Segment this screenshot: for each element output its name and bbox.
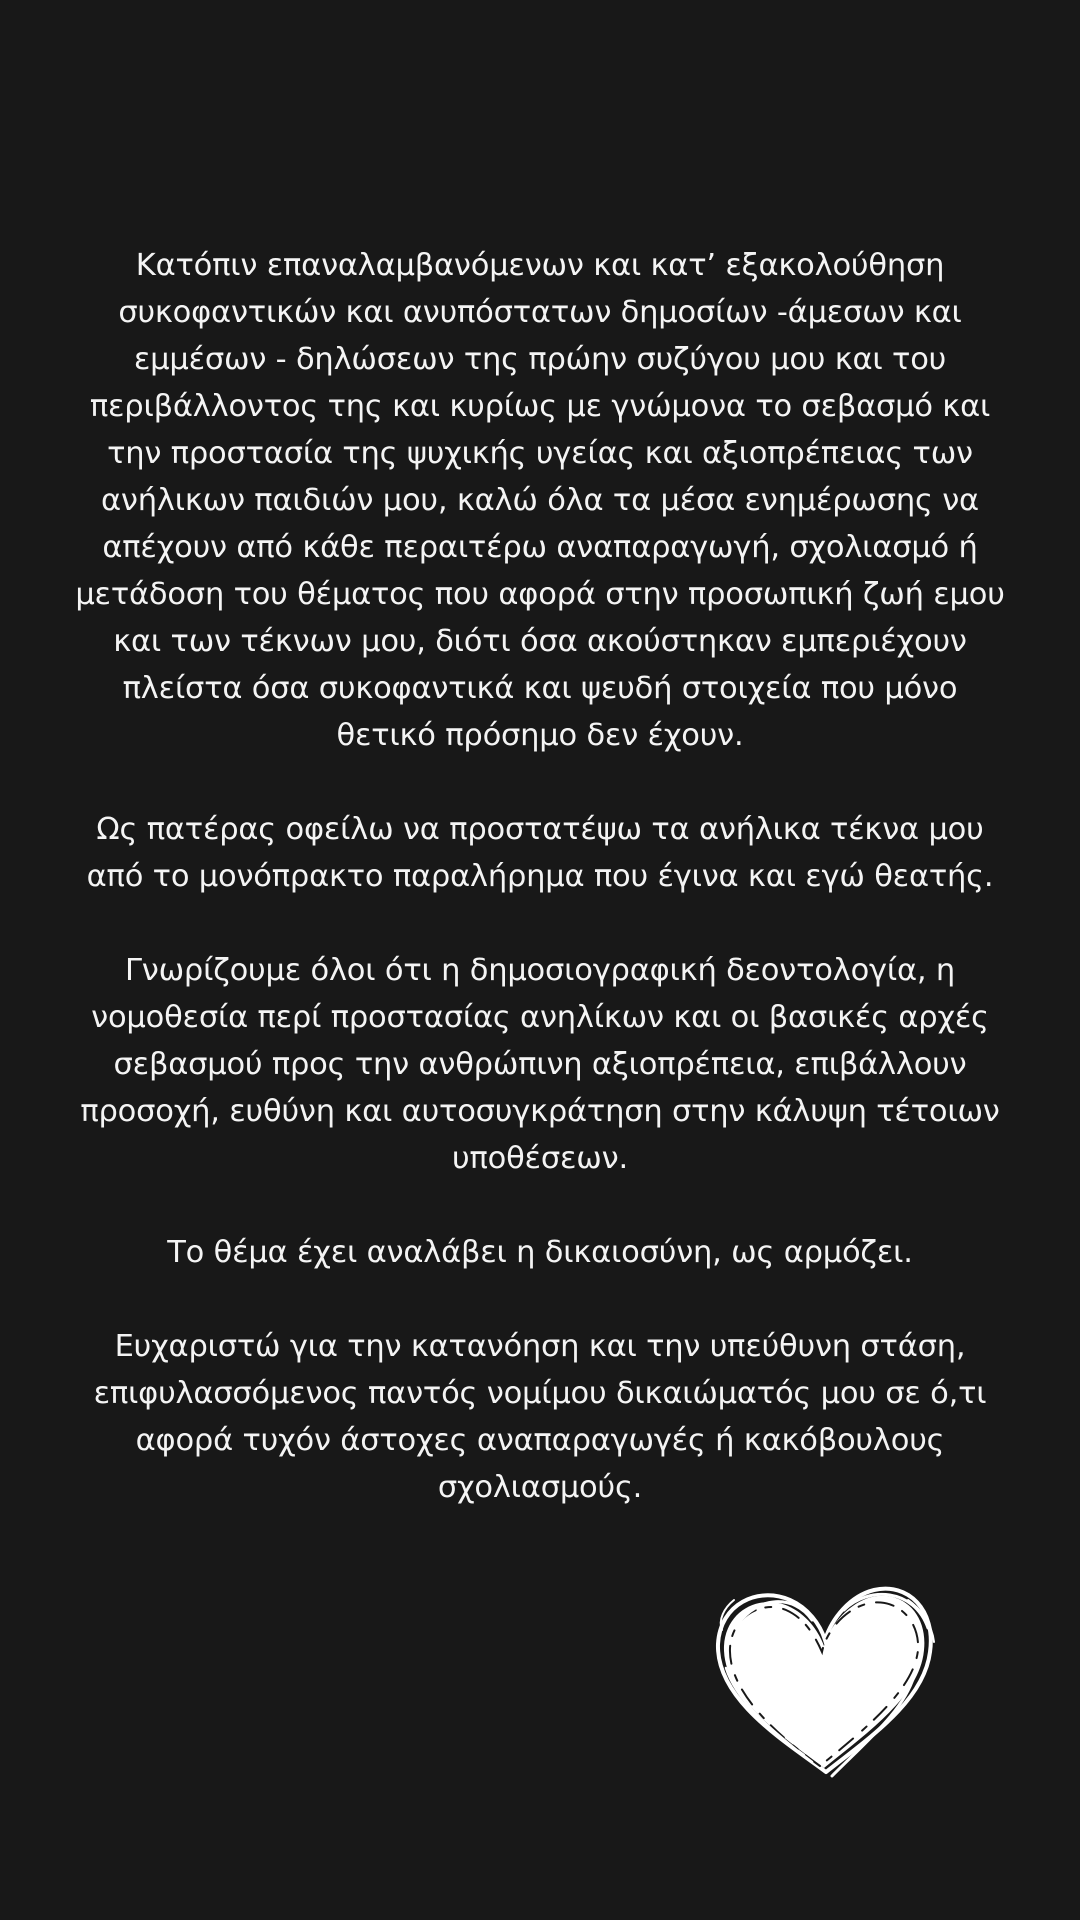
statement-line: νομοθεσία περί προστασίας ανηλίκων και οι βασικές αρχές bbox=[91, 1000, 989, 1035]
statement-paragraph bbox=[14, 1229, 1066, 1276]
statement-paragraph bbox=[14, 1323, 1066, 1511]
statement-line: Ευχαριστώ για την κατανόηση και την υπεύθυνη στάση, bbox=[114, 1329, 966, 1364]
statement-paragraph bbox=[14, 242, 1066, 759]
statement-paragraph bbox=[14, 806, 1066, 900]
statement-line: πλείστα όσα συκοφαντικά και ψευδή στοιχεία που μόνο bbox=[122, 671, 958, 706]
statement-line: Γνωρίζουμε όλοι ότι η δημοσιογραφική δεοντολογία, η bbox=[124, 953, 956, 988]
statement-line: Το θέμα έχει αναλάβει η δικαιοσύνη, ως αρμόζει. bbox=[167, 1235, 913, 1270]
statement-line: εμμέσων - δηλώσεων της πρώην συζύγου μου και του bbox=[133, 342, 947, 377]
statement-line: απέχουν από κάθε περαιτέρω αναπαραγωγή, σχολιασμό ή bbox=[102, 530, 978, 565]
statement-line: συκοφαντικών και ανυπόστατων δημοσίων -άμεσων και bbox=[118, 295, 962, 330]
statement-line: προσοχή, ευθύνη και αυτοσυγκράτηση στην κάλυψη τέτοιων bbox=[80, 1094, 1000, 1129]
statement-line: σεβασμού προς την ανθρώπινη αξιοπρέπεια, επιβάλλουν bbox=[113, 1047, 967, 1082]
statement-line: και των τέκνων μου, διότι όσα ακούστηκαν εμπεριέχουν bbox=[113, 624, 967, 659]
statement-line: περιβάλλοντος της και κυρίως με γνώμονα το σεβασμό και bbox=[89, 389, 991, 424]
statement-line: υποθέσεων. bbox=[452, 1141, 628, 1176]
statement-line: την προστασία της ψυχικής υγείας και αξιοπρέπειας των bbox=[107, 436, 973, 471]
statement-line: από το μονόπρακτο παραλήρημα που έγινα και εγώ θεατής. bbox=[86, 859, 994, 894]
statement-line: θετικό πρόσημο δεν έχουν. bbox=[336, 718, 744, 753]
hand-drawn-heart-icon bbox=[708, 1580, 940, 1790]
statement-line: ανήλικων παιδιών μου, καλώ όλα τα μέσα ενημέρωσης να bbox=[101, 483, 979, 518]
statement-line: αφορά τυχόν άστοχες αναπαραγωγές ή κακόβουλους bbox=[135, 1423, 945, 1458]
statement-line: επιφυλασσόμενος παντός νομίμου δικαιώματός μου σε ό,τι bbox=[93, 1376, 987, 1411]
statement-line: σχολιασμούς. bbox=[437, 1470, 643, 1505]
statement-paragraph bbox=[14, 947, 1066, 1182]
statement-text bbox=[14, 242, 1066, 1511]
statement-line: μετάδοση του θέματος που αφορά στην προσωπική ζωή εμου bbox=[75, 577, 1005, 612]
statement-line: Ως πατέρας οφείλω να προστατέψω τα ανήλικα τέκνα μου bbox=[96, 812, 984, 847]
statement-line: Κατόπιν επαναλαμβανόμενων και κατ’ εξακολούθηση bbox=[135, 248, 945, 283]
